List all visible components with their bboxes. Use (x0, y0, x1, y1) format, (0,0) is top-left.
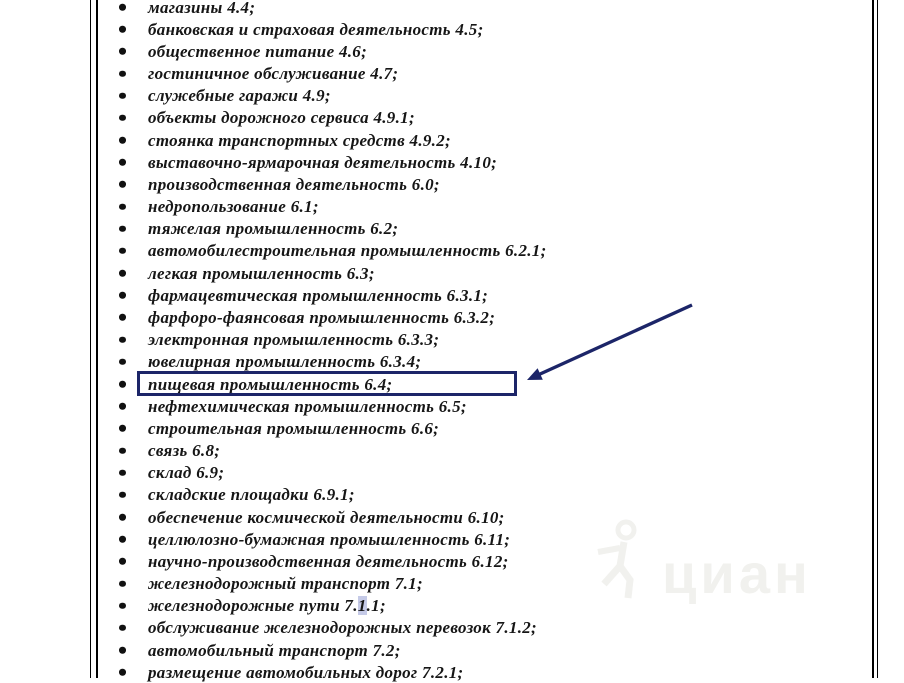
list-item-text: строительная промышленность 6.6; (148, 418, 440, 438)
list-item-text: автомобильный транспорт 7.2; (148, 640, 401, 660)
list-item-text: железнодорожный транспорт 7.1; (148, 574, 423, 594)
list-item-text: размещение автомобильных дорог 7.2.1; (148, 662, 464, 682)
bullet-icon (119, 403, 126, 410)
bullet-icon (119, 447, 126, 454)
bullet-icon (119, 580, 126, 587)
page-border-right-outer (877, 0, 878, 678)
list-item-text: обслуживание железнодорожных перевозок 7.1.2; (148, 618, 538, 638)
list-item (90, 506, 870, 528)
list-item-text: тяжелая промышленность 6.2; (148, 219, 399, 239)
list-item-text: выставочно-ярмарочная деятельность 4.10; (148, 152, 498, 172)
list-item-text: недропользование 6.1; (148, 197, 319, 217)
list-item (90, 439, 870, 461)
bullet-icon (119, 336, 126, 343)
list-item (90, 151, 870, 173)
bullet-icon (119, 314, 126, 321)
list-item-text: связь 6.8; (148, 441, 221, 461)
list-item-text: ювелирная промышленность 6.3.4; (148, 352, 422, 372)
bullet-icon (119, 48, 126, 55)
list-item-text: пищевая промышленность 6.4; (148, 374, 393, 394)
list-item-text: целлюлозно-бумажная промышленность 6.11; (148, 529, 511, 549)
bullet-icon (119, 93, 126, 100)
bullet-icon (119, 270, 126, 277)
list-item (90, 617, 870, 639)
list-item (90, 484, 870, 506)
list-item (90, 240, 870, 262)
watermark-text: циан (662, 542, 812, 605)
list-item (90, 351, 870, 373)
list-item-text: легкая промышленность 6.3; (148, 263, 375, 283)
bullet-icon (119, 248, 126, 255)
bullet-icon (119, 4, 126, 11)
bullet-icon (119, 203, 126, 210)
list-item-text: нефтехимическая промышленность 6.5; (148, 396, 467, 416)
bullet-icon (119, 492, 126, 499)
bullet-icon (119, 625, 126, 632)
bullet-icon (119, 70, 126, 77)
bullet-icon (119, 536, 126, 543)
list-item (90, 395, 870, 417)
list-item-text-suffix: .1; (366, 596, 386, 616)
bullet-icon (119, 226, 126, 233)
list-item (90, 572, 870, 594)
list-item-text (148, 597, 386, 614)
list-item-text: фармацевтическая промышленность 6.3.1; (148, 285, 489, 305)
list-item (90, 306, 870, 328)
list-item (90, 40, 870, 62)
bullet-icon (119, 26, 126, 33)
bullet-icon (119, 669, 126, 676)
list-item-text: служебные гаражи 4.9; (148, 86, 331, 106)
bullet-icon (119, 514, 126, 521)
list-item-text: общественное питание 4.6; (148, 41, 368, 61)
bullet-icon (119, 115, 126, 122)
page-border-right-inner (872, 0, 874, 678)
list-item (90, 528, 870, 550)
bullet-icon (119, 647, 126, 654)
bullet-icon (119, 558, 126, 565)
list-item (90, 107, 870, 129)
list-item (90, 173, 870, 195)
list-item (90, 18, 870, 40)
list-item (90, 284, 870, 306)
list-item-text-prefix: железнодорожные пути 7. (148, 596, 358, 616)
list-item (90, 63, 870, 85)
list-item-text: научно-производственная деятельность 6.12; (148, 551, 509, 571)
bullet-icon (119, 137, 126, 144)
list-item-text: объекты дорожного сервиса 4.9.1; (148, 108, 415, 128)
list-item-text: складские площадки 6.9.1; (148, 485, 355, 505)
list-item-text: стоянка транспортных средств 4.9.2; (148, 130, 451, 150)
list-item (90, 0, 870, 18)
list-item-text: гостиничное обслуживание 4.7; (148, 64, 399, 84)
bullet-icon (119, 159, 126, 166)
list-item (90, 129, 870, 151)
list-item (90, 85, 870, 107)
list-item (90, 462, 870, 484)
list-item-text: автомобилестроительная промышленность 6.2.1; (148, 241, 547, 261)
list-item (90, 661, 870, 683)
bullet-icon (119, 292, 126, 299)
land-use-list (90, 0, 870, 683)
list-item-text: магазины 4.4; (148, 0, 256, 17)
bullet-icon (119, 359, 126, 366)
list-item (90, 196, 870, 218)
list-item-text: электронная промышленность 6.3.3; (148, 330, 440, 350)
bullet-icon (119, 425, 126, 432)
list-item-text: производственная деятельность 6.0; (148, 174, 440, 194)
bullet-icon (119, 469, 126, 476)
list-item (90, 218, 870, 240)
bullet-icon (119, 381, 126, 388)
annotation-box (137, 371, 517, 396)
annotation-arrow-icon (518, 293, 703, 393)
list-item (90, 417, 870, 439)
list-item (90, 595, 870, 617)
list-item (90, 329, 870, 351)
list-item-text: обеспечение космической деятельности 6.10; (148, 507, 505, 527)
list-item (90, 639, 870, 661)
list-item-text: склад 6.9; (148, 463, 225, 483)
list-item-text: банковская и страховая деятельность 4.5; (148, 19, 484, 39)
bullet-icon (119, 602, 126, 609)
list-item-text: фарфоро-фаянсовая промышленность 6.3.2; (148, 307, 496, 327)
list-item (90, 262, 870, 284)
selection-highlight: 1 (357, 596, 367, 616)
list-item (90, 550, 870, 572)
bullet-icon (119, 181, 126, 188)
